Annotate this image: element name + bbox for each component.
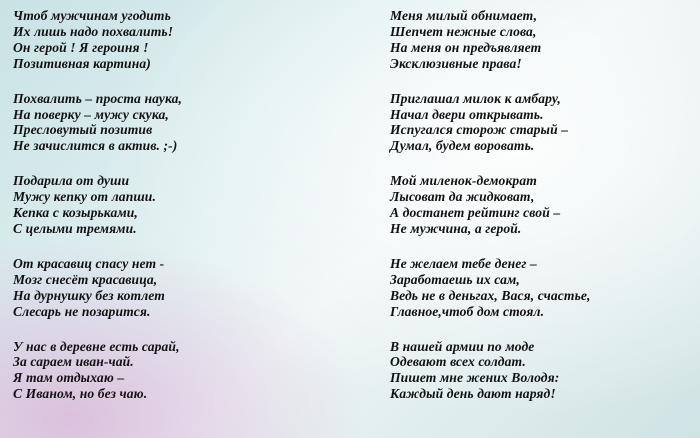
- poem-line: Меня милый обнимает,: [390, 8, 538, 23]
- poem-line: Мозг снесёт красавица,: [13, 271, 158, 287]
- poem-left-column: [13, 8, 343, 421]
- stanza: [390, 256, 695, 320]
- poem-line: Эксклюзивные права!: [390, 55, 522, 71]
- poem-line: На поверку – мужу скука,: [13, 106, 169, 122]
- poem-line: С целыми тремями.: [13, 220, 137, 236]
- stanza: [390, 8, 695, 72]
- stanza: [390, 173, 695, 237]
- poem-line: Кепка с козырьками,: [13, 205, 138, 221]
- poem-line: Одевают всех солдат.: [390, 354, 526, 370]
- poem-line: Не зачислится в актив. ;-): [13, 138, 178, 154]
- stanza: [390, 339, 695, 403]
- poem-line: Пишет мне жених Володя:: [390, 370, 560, 386]
- stanza: [390, 91, 695, 155]
- poem-line: Мужу кепку от лапши.: [13, 189, 156, 205]
- poem-line: Главное,чтоб дом стоял.: [390, 303, 545, 319]
- poem-line: Не мужчина, а герой.: [390, 220, 522, 236]
- poem-line: Думал, будем воровать.: [390, 138, 535, 154]
- stanza: [13, 91, 343, 155]
- poem-line: Шепчет нежные слова,: [390, 23, 537, 39]
- poem-line: Мой миленок-демократ: [390, 173, 537, 189]
- poem-line: Подарила от души: [13, 173, 130, 189]
- poem-line: Слесарь не позарится.: [13, 303, 151, 319]
- poem-line: Я там отдыхаю –: [13, 370, 125, 386]
- poem-line: Приглашал милок к амбару,: [390, 90, 561, 106]
- stanza: [13, 339, 343, 403]
- poem-line: Заработаешь их сам,: [390, 271, 520, 287]
- poem-line: За сараем иван-чай.: [13, 354, 134, 370]
- poem-right-column: [390, 8, 695, 421]
- poem-line: Пресловутый позитив: [13, 122, 153, 138]
- poem-line: На меня он предъявляет: [390, 39, 542, 55]
- poem-line: На дурнушку без котлет: [13, 287, 165, 303]
- poem-line: Чтоб мужчинам угодить: [13, 8, 171, 23]
- poem-line: В нашей армии по моде: [390, 338, 535, 354]
- poem-line: От красавиц спасу нет -: [13, 255, 165, 271]
- poem-line: Ведь не в деньгах, Вася, счастье,: [390, 287, 591, 303]
- poem-line: Испугался сторож старый –: [390, 122, 569, 138]
- stanza: [13, 173, 343, 237]
- poem-line: Он герой ! Я героиня !: [13, 39, 149, 55]
- poem-line: А достанет рейтинг свой –: [390, 205, 561, 221]
- poem-line: Лысоват да жидковат,: [390, 189, 535, 205]
- poem-line: Похвалить – проста наука,: [13, 90, 182, 106]
- stanza: [13, 256, 343, 320]
- stanza: [13, 8, 343, 72]
- poem-line: Не желаем тебе денег –: [390, 255, 537, 271]
- poem-line: Их лишь надо похвалить!: [13, 23, 174, 39]
- poem-line: Каждый день дают наряд!: [390, 386, 556, 402]
- poem-line: Позитивная картина): [13, 55, 151, 71]
- poem-line: У нас в деревне есть сарай,: [13, 338, 180, 354]
- poem-line: Начал двери открывать.: [390, 106, 544, 122]
- poem-line: С Иваном, но без чаю.: [13, 386, 148, 402]
